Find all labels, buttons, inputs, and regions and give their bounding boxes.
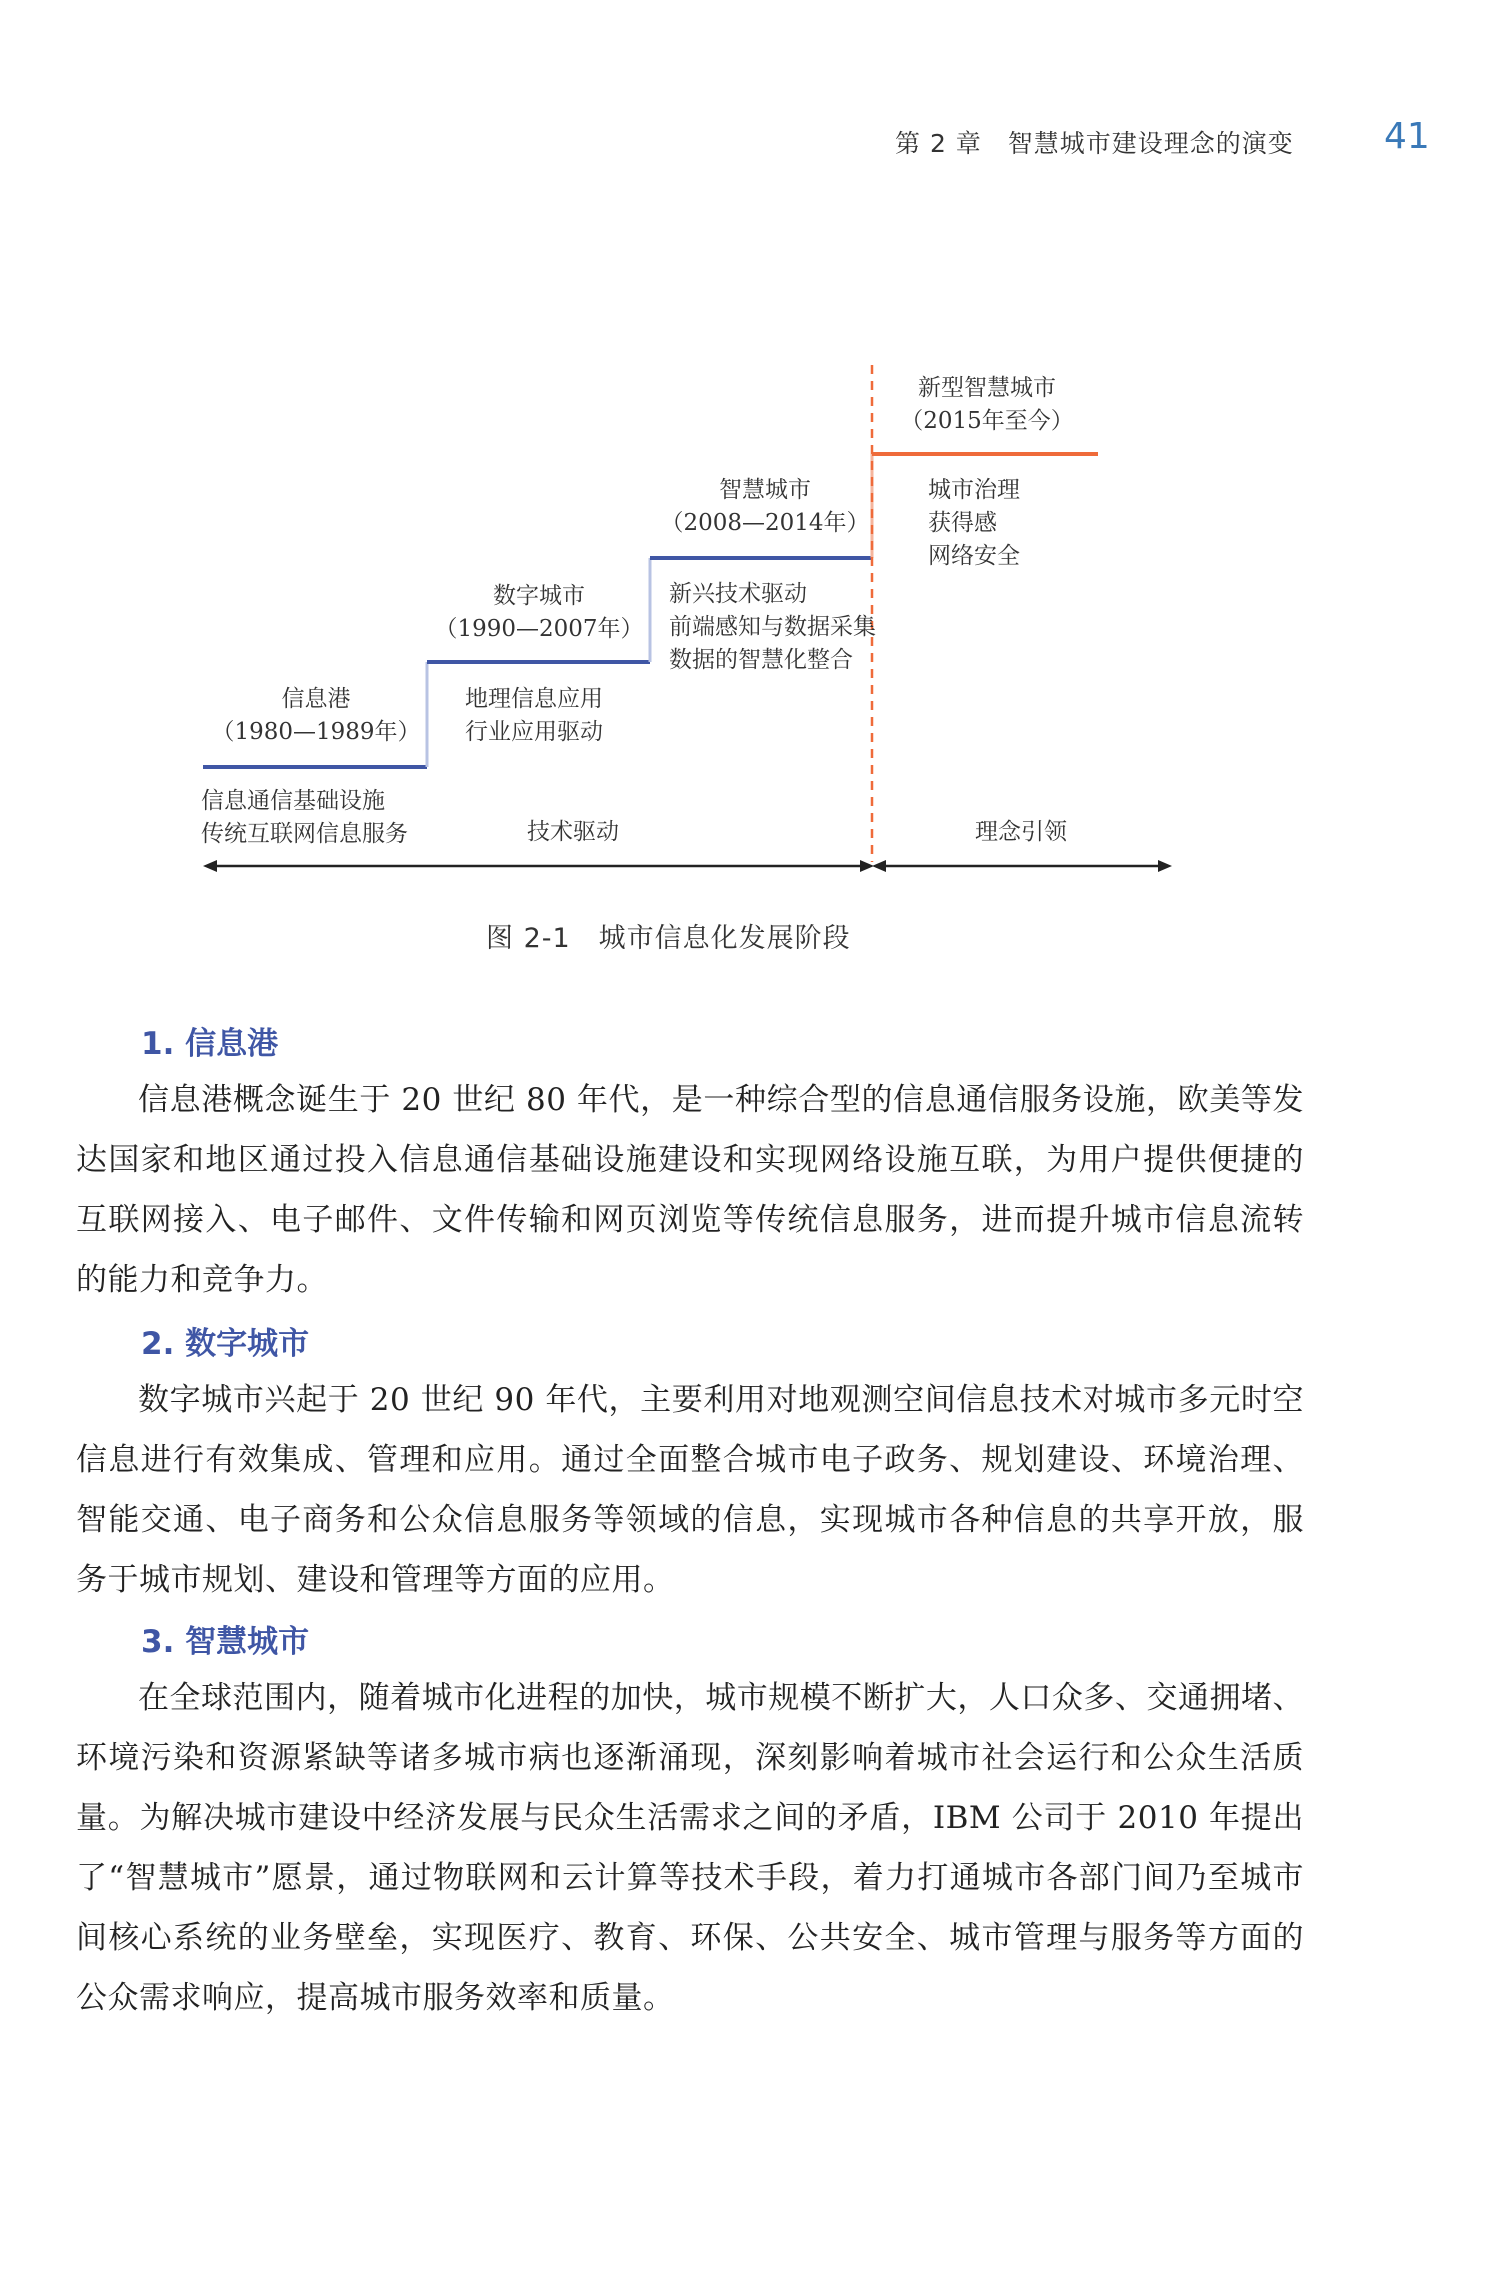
stage-4-period: （2015年至今）: [900, 408, 1074, 434]
phase-label-concept: 理念引领: [975, 819, 1067, 845]
figure-caption: 图 2-1 城市信息化发展阶段: [486, 923, 851, 954]
stage-2-period: （1990—2007年）: [434, 616, 644, 642]
section-body: 在全球范围内，随着城市化进程的加快，城市规模不断扩大，人口众多、交通拥堵、环境污染和资源紧缺等诸多城市病也逐渐涌现，深刻影响着城市社会运行和公众生活质量。为解决城市建设中经济发展与民众生活需求之间的矛盾，IBM 公司于 2010 年提出了“智慧城市”愿景，通过物联网和云计算等技术手段，着力打通城市各部门间乃至城市间核心系统的业务壁垒，实现医疗、教育、环保、公共安全、城市管理与服务等方面的公众需求响应，提高城市服务效率和质量。: [76, 1680, 1304, 2016]
stage-4-feature: 网络安全: [928, 543, 1020, 569]
stage-4-name: 新型智慧城市: [918, 375, 1056, 401]
stage-1-name: 信息港: [281, 686, 351, 712]
section-heading: 2. 数字城市: [141, 1326, 310, 1362]
stage-3-feature: 新兴技术驱动: [669, 581, 807, 607]
phase-label-technology: 技术驱动: [527, 819, 619, 845]
stage-4-feature: 获得感: [928, 510, 997, 536]
arrow-head-left: [203, 860, 217, 872]
stage-2-name: 数字城市: [493, 583, 585, 609]
stage-4-feature: 城市治理: [928, 477, 1020, 503]
stage-3-name: 智慧城市: [719, 477, 811, 503]
stage-1-feature: 信息通信基础设施: [201, 788, 385, 814]
chapter-title: 第 2 章 智慧城市建设理念的演变: [895, 129, 1294, 158]
section-heading: 1. 信息港: [141, 1026, 279, 1062]
section-body: 数字城市兴起于 20 世纪 90 年代，主要利用对地观测空间信息技术对城市多元时空信息进行有效集成、管理和应用。通过全面整合城市电子政务、规划建设、环境治理、智能交通、电子商务和公众信息服务等领域的信息，实现城市各种信息的共享开放，服务于城市规划、建设和管理等方面的应用。: [76, 1382, 1304, 1598]
stage-2-feature: 行业应用驱动: [465, 719, 603, 745]
section-heading: 3. 智慧城市: [141, 1624, 310, 1660]
page-number: 41: [1384, 116, 1430, 157]
stage-diagram: [0, 0, 1500, 900]
stage-1-period: （1980—1989年）: [211, 719, 421, 745]
section-body: 信息港概念诞生于 20 世纪 80 年代，是一种综合型的信息通信服务设施，欧美等发达国家和地区通过投入信息通信基础设施建设和实现网络设施互联，为用户提供便捷的互联网接入、电子邮件、文件传输和网页浏览等传统信息服务，进而提升城市信息流转的能力和竞争力。: [76, 1082, 1304, 1298]
stage-1-feature: 传统互联网信息服务: [201, 821, 408, 847]
stage-3-period: （2008—2014年）: [660, 510, 870, 536]
stage-3-feature: 前端感知与数据采集: [669, 614, 876, 640]
arrow-head-mid-left: [872, 860, 886, 872]
stage-2-feature: 地理信息应用: [465, 686, 603, 712]
stage-3-feature: 数据的智慧化整合: [669, 647, 853, 673]
arrow-head-right: [1158, 860, 1172, 872]
